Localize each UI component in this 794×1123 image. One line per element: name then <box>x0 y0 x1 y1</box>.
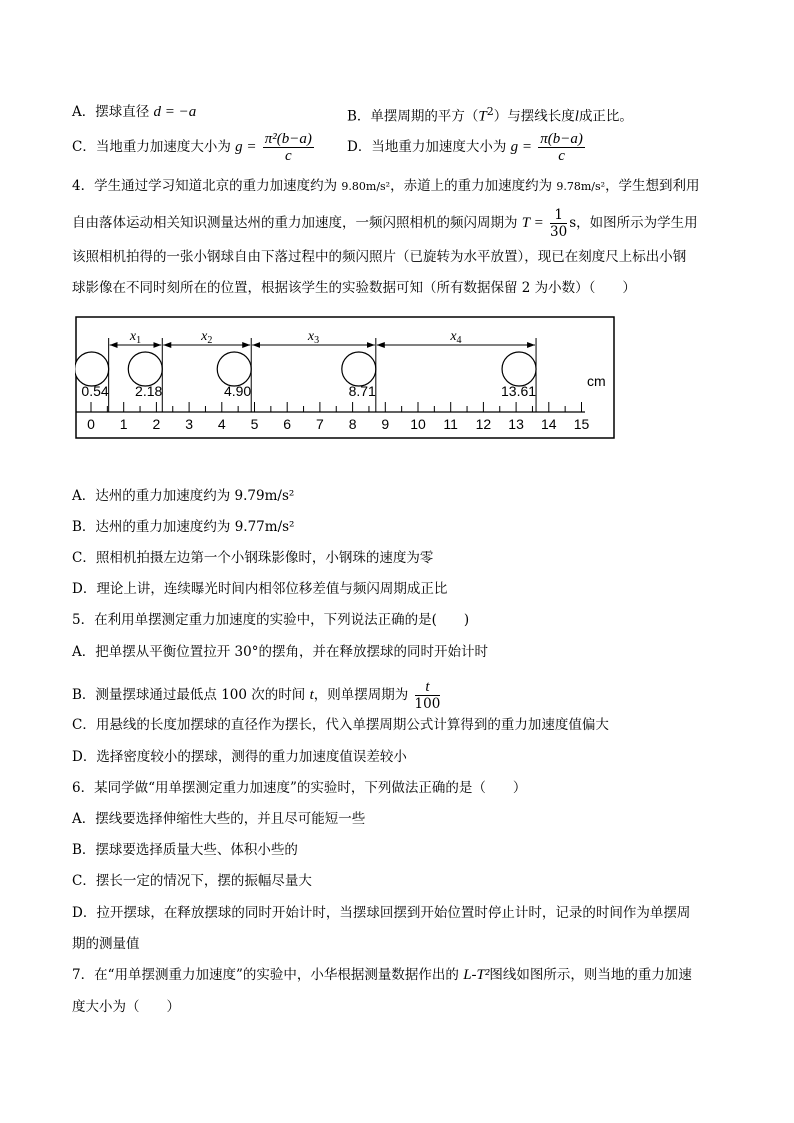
segment-label-subscript: 3 <box>314 335 320 346</box>
ruler-tick-label: 3 <box>185 416 193 432</box>
q5-option-b-fraction <box>415 679 441 712</box>
q3-option-c-text: C．当地重力加速度大小为 <box>72 139 236 155</box>
q4-period-numerator: 1 <box>550 207 567 224</box>
q4-line-1-b: ，赤道上的重力加速度约为 <box>390 178 557 194</box>
q7-line-2: 度大小为（ ） <box>72 999 180 1015</box>
ruler-tick-label: 15 <box>573 416 590 432</box>
q3-option-c <box>72 131 316 164</box>
q3-option-b-post: 成正比。 <box>578 108 633 125</box>
q3-option-b-text: B．单摆周期的平方（ <box>347 108 479 125</box>
q3-option-d-denominator: c <box>558 148 565 164</box>
ball-position-label: 8.71 <box>348 383 376 399</box>
q3-option-b-t: T <box>478 108 487 125</box>
ball-position-label: 2.18 <box>135 383 163 399</box>
q5-option-b-mid: ，则单摆周期为 <box>313 687 409 703</box>
q5-option-b-t: t <box>309 687 314 703</box>
ruler-tick-label: 5 <box>250 416 259 432</box>
q4-option-a: A．达州的重力加速度约为 9.79m/s² <box>72 488 295 504</box>
q4-line-2-a: 自由落体运动相关知识测量达州的重力加速度，一频闪照相机的频闪周期为 <box>72 215 522 231</box>
q3-option-d <box>347 131 587 164</box>
ruler-tick-label: 12 <box>475 416 492 432</box>
q7-line-1-b: 图线如图所示，则当地的重力加速 <box>489 967 692 983</box>
q4-period-denominator: 30 <box>550 224 568 240</box>
q4-line-1-a: 4．学生通过学习知道北京的重力加速度约为 <box>72 178 342 194</box>
ruler-tick-label: 2 <box>152 416 161 432</box>
segment-label-subscript: 1 <box>136 335 142 346</box>
steel-ball <box>342 352 376 386</box>
steel-ball <box>217 352 251 386</box>
q4-line-3: 该照相机拍得的一张小钢球自由下落过程中的频闪照片（已旋转为水平放置），现已在刻度尺上标出小钢 <box>72 249 687 265</box>
ruler-tick-label: 11 <box>443 416 458 432</box>
q5-option-c: C．用悬线的长度加摆球的直径作为摆长，代入单摆周期公式计算得到的重力加速度值偏大 <box>72 717 609 733</box>
q6-option-a: A．摆线要选择伸缩性大些的，并且尽可能短一些 <box>72 811 366 827</box>
q4-line-4: 球影像在不同时刻所在的位置，根据该学生的实验数据可知（所有数据保留 2 为小数）（ ） <box>72 280 636 296</box>
q7-graph-label: L-T² <box>463 967 490 983</box>
q3-option-c-fraction <box>263 131 314 164</box>
ruler-tick-label: 8 <box>348 416 357 432</box>
steel-ball <box>128 352 162 386</box>
q3-option-d-g: g = <box>510 139 532 155</box>
ball-position-label: 0.54 <box>81 383 109 399</box>
segment-label-subscript: 2 <box>207 335 213 346</box>
ruler-unit-label: cm <box>587 373 606 389</box>
q3-option-a <box>72 103 196 121</box>
q4-line-2-b: ，如图所示为学生用 <box>576 215 698 231</box>
q7-line-1-a: 7．在“用单摆测重力加速度”的实验中，小华根据测量数据作出的 <box>72 967 464 983</box>
segment-label-subscript: 4 <box>456 335 462 346</box>
q5-option-b <box>72 679 442 712</box>
ruler-tick-label: 4 <box>217 416 226 432</box>
q4-option-d: D．理论上讲，连续曝光时间内相邻位移差值与频闪周期成正比 <box>72 581 448 597</box>
ruler-tick-label: 7 <box>316 416 324 432</box>
q3-option-c-g: g = <box>235 139 257 155</box>
q6-option-d-line-2: 期的测量值 <box>72 936 140 952</box>
q5-option-b-denominator: 100 <box>414 696 441 712</box>
q7-line-1 <box>72 966 692 984</box>
steel-ball <box>502 352 536 386</box>
steel-ball <box>75 352 109 386</box>
q3-option-a-math: d = −a <box>153 104 197 120</box>
q5-option-b-numerator: t <box>415 679 441 696</box>
q3-option-c-numerator: π²(b−a) <box>264 131 312 147</box>
q3-option-b <box>347 103 633 126</box>
q4-line-1 <box>72 177 700 196</box>
q3-option-b-l: l <box>574 108 579 125</box>
ruler-tick-label: 13 <box>508 416 524 432</box>
segment-label: $x_4$ <box>450 329 462 346</box>
q4-period-fraction <box>550 207 567 240</box>
ruler-tick-label: 0 <box>87 416 95 432</box>
q3-option-b-mid: ）与摆线长度 <box>493 108 575 125</box>
q5-option-a: A．把单摆从平衡位置拉开 30°的摆角，并在释放摆球的同时开始计时 <box>72 644 488 660</box>
ruler-tick-label: 10 <box>410 416 426 432</box>
strobe-photo-figure <box>75 316 615 439</box>
q6-stem: 6．某同学做“用单摆测定重力加速度”的实验时，下列做法正确的是（ ） <box>72 780 527 796</box>
q3-option-d-fraction <box>538 131 585 164</box>
ruler-tick-label: 14 <box>541 416 557 432</box>
q5-option-b-text: B．测量摆球通过最低点 100 次的时间 <box>72 687 310 703</box>
q6-option-d-line-1: D．拉开摆球，在释放摆球的同时开始计时，当摆球回摆到开始位置时停止计时，记录的时间作为单摆周 <box>72 905 691 921</box>
q3-option-d-numerator: π(b−a) <box>540 131 583 147</box>
segment-label: $x_3$ <box>307 329 320 346</box>
q6-option-c: C．摆长一定的情况下，摆的振幅尽量大 <box>72 873 312 889</box>
ruler-tick-label: 9 <box>381 416 390 432</box>
q4-period-unit: s <box>569 215 577 231</box>
q5-stem: 5．在利用单摆测定重力加速度的实验中，下列说法正确的是( ) <box>72 612 470 628</box>
segment-label: $x_1$ <box>129 329 142 346</box>
ruler-tick-label: 6 <box>283 416 292 432</box>
segment-label: $x_2$ <box>201 329 213 346</box>
q4-line-2 <box>72 207 698 240</box>
q6-option-b: B．摆球要选择质量大些、体积小些的 <box>72 842 298 858</box>
q4-equator-g: 9.78m/s² <box>556 180 606 193</box>
q3-option-c-denominator: c <box>285 148 292 164</box>
ball-position-label: 4.90 <box>223 383 252 399</box>
q4-beijing-g: 9.80m/s² <box>341 180 391 193</box>
ruler-tick-label: 1 <box>119 416 128 432</box>
ball-position-label: 13.61 <box>501 383 537 399</box>
q3-option-b-sup: 2 <box>486 105 494 118</box>
q4-option-b: B．达州的重力加速度约为 9.77m/s² <box>72 519 295 535</box>
q3-option-a-text: A．摆球直径 <box>72 104 154 120</box>
q4-option-c: C．照相机拍摄左边第一个小钢珠影像时，小钢珠的速度为零 <box>72 550 434 566</box>
q4-line-1-c: ，学生想到利用 <box>605 178 700 194</box>
q4-period-symbol: T = <box>521 215 544 231</box>
q5-option-d: D．选择密度较小的摆球，测得的重力加速度值误差较小 <box>72 749 407 765</box>
q3-option-d-text: D．当地重力加速度大小为 <box>347 139 511 155</box>
